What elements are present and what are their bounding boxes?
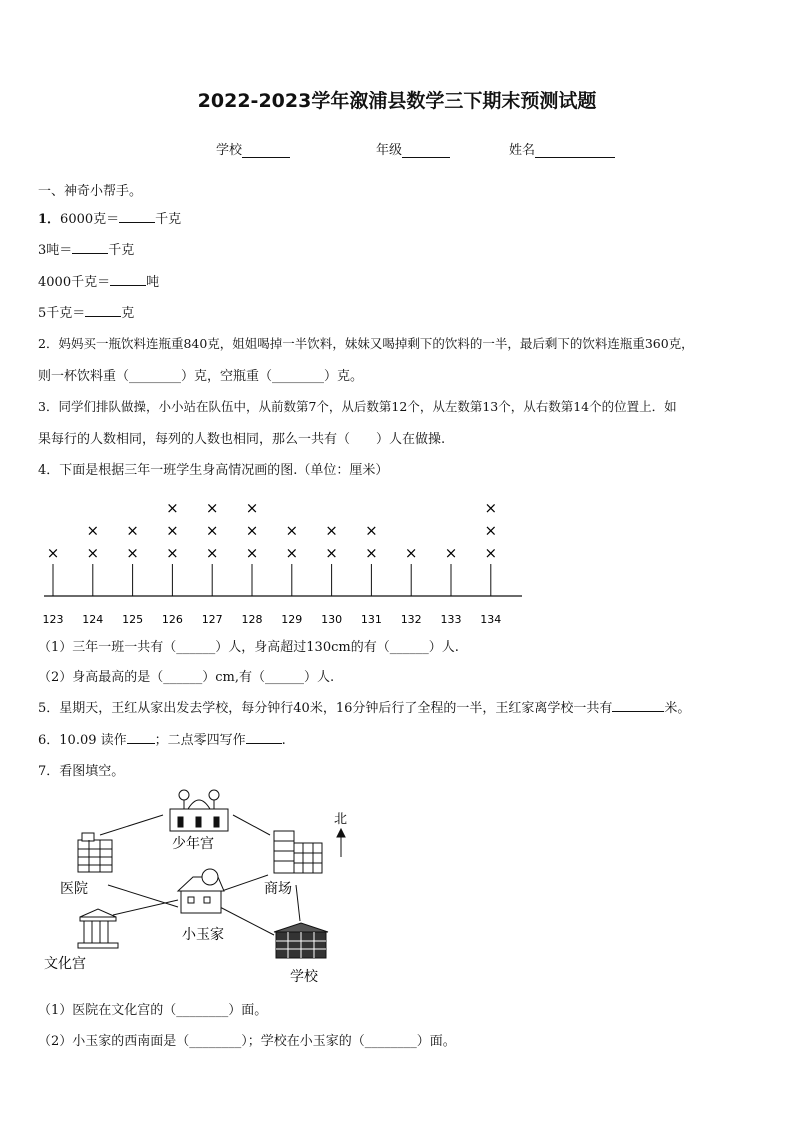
school-icon (274, 923, 328, 958)
data-mark: × (86, 544, 100, 562)
data-mark: × (365, 521, 378, 540)
q1-b-text: 3吨＝ (38, 243, 73, 258)
name-blank[interactable] (535, 143, 615, 158)
road-home-school (216, 905, 274, 935)
q1-b-blank[interactable] (72, 240, 108, 254)
tick-label: 128 (241, 613, 263, 626)
q4-sub1: （1）三年一班一共有（______）人，身高超过130cm的有（______）人. (38, 640, 459, 655)
data-mark: × (444, 544, 458, 562)
tick-label: 134 (480, 613, 502, 626)
data-mark: × (205, 544, 219, 562)
data-mark: × (325, 521, 338, 540)
data-mark: × (245, 499, 259, 517)
q1-d-blank[interactable] (85, 303, 121, 317)
page-title: 2022-2023学年溆浦县数学三下期末预测试题 (197, 90, 597, 112)
data-mark: × (245, 544, 259, 562)
school-blank[interactable] (242, 143, 290, 158)
road-mall-school (296, 885, 300, 921)
grade-label: 年级 (376, 143, 403, 158)
q5-blank[interactable] (612, 698, 664, 712)
tick-label: 126 (161, 613, 183, 626)
grade-field (376, 139, 450, 158)
q7-text: 7．看图填空。 (38, 764, 125, 779)
tick-label: 129 (281, 613, 303, 626)
culture-label: 文化宫 (44, 956, 86, 972)
q3-line1: 3．同学们排队做操，小小站在队伍中，从前数第7个，从后数第12个，从左数第13个，从右数第14个的位置上．如 (38, 399, 677, 414)
mall-icon (274, 831, 322, 873)
data-mark: × (46, 544, 60, 562)
q2-line1: 2．妈妈买一瓶饮料连瓶重840克，姐姐喝掉一半饮料，妹妹又喝掉剩下的饮料的一半，最后剩下的饮料连瓶重360克， (38, 336, 694, 351)
house-icon (178, 869, 224, 913)
q7-sub1: （1）医院在文化宫的（________）面。 (38, 1003, 268, 1018)
hospital-icon (78, 833, 112, 872)
tick-label: 124 (82, 613, 104, 626)
tick-label: 123 (42, 613, 64, 626)
q4-text: 4．下面是根据三年一班学生身高情况画的图.（单位：厘米） (38, 463, 389, 478)
data-mark: × (126, 521, 139, 540)
tick-label: 132 (400, 613, 422, 626)
data-mark: × (365, 544, 378, 562)
road-culture-home (113, 900, 178, 915)
data-mark: × (166, 499, 179, 517)
q6-post: . (281, 733, 286, 748)
road-palace-mall (233, 815, 270, 835)
q2-line2: 则一杯饮料重（________）克，空瓶重（________）克。 (38, 369, 364, 384)
location-map (38, 785, 368, 990)
palace-label: 少年宫 (172, 836, 214, 852)
data-mark: × (484, 521, 498, 540)
q5-text: 5．星期天，王红从家出发去学校，每分钟行40米，16分钟后行了全程的一半，王红家离学校一共有 (38, 701, 613, 716)
q1-c-unit: 吨 (146, 275, 160, 290)
q6-mid: ；二点零四写作 (154, 733, 246, 748)
q6-pre: 6．10.09 读作 (38, 733, 127, 748)
q1-b (38, 239, 134, 258)
q1-a-unit: 千克 (155, 212, 182, 227)
data-mark: × (484, 544, 498, 562)
q1-c (38, 271, 159, 290)
q1-b-unit: 千克 (108, 243, 135, 258)
tick-label: 127 (201, 613, 223, 626)
data-mark: × (126, 544, 139, 562)
road-hospital-palace (100, 815, 163, 835)
q1-c-blank[interactable] (110, 272, 146, 286)
data-mark: × (285, 521, 299, 540)
q1-a-blank[interactable] (119, 209, 155, 223)
data-mark: × (166, 521, 179, 540)
road-hospital-home (108, 885, 178, 907)
north-label: 北 (334, 812, 348, 827)
q6 (38, 729, 286, 748)
q1-number: 1． (38, 212, 61, 227)
tick-label: 125 (122, 613, 144, 626)
q1-d-text: 5千克＝ (38, 306, 86, 321)
q7-sub2: （2）小玉家的西南面是（________）；学校在小玉家的（________）面。 (38, 1034, 456, 1049)
q4-sub2: （2）身高最高的是（______）cm,有（______）人. (38, 670, 335, 685)
name-label: 姓名 (509, 143, 536, 158)
q5-unit: 米。 (664, 701, 691, 716)
data-mark: × (86, 521, 100, 540)
data-mark: × (166, 544, 179, 562)
height-line-plot (30, 488, 540, 630)
school-field (216, 139, 290, 158)
data-mark: × (484, 499, 498, 517)
data-mark: × (205, 521, 219, 540)
data-mark: × (325, 544, 338, 562)
north-arrow-icon (337, 829, 345, 857)
q1-a-text: 6000克＝ (60, 212, 120, 227)
data-mark: × (285, 544, 299, 562)
q3-line2: 果每行的人数相同，每列的人数也相同，那么一共有（ ）人在做操. (38, 432, 446, 447)
section-heading: 一、神奇小帮手。 (38, 184, 143, 199)
q5 (38, 697, 690, 716)
q1-a (38, 208, 181, 227)
hospital-label: 医院 (60, 881, 88, 897)
q1-d (38, 302, 134, 321)
data-mark: × (205, 499, 219, 517)
school-label: 学校 (290, 969, 318, 985)
data-mark: × (404, 544, 418, 562)
data-mark: × (245, 521, 259, 540)
mall-label: 商场 (264, 881, 292, 897)
q6-blank-2[interactable] (246, 730, 282, 744)
school-label: 学校 (216, 143, 243, 158)
q6-blank-1[interactable] (127, 730, 155, 744)
home-label: 小玉家 (182, 927, 224, 943)
tick-label: 133 (440, 613, 462, 626)
youth-palace-icon (170, 790, 228, 831)
q1-d-unit: 克 (121, 306, 135, 321)
culture-palace-icon (78, 909, 118, 948)
name-field (509, 139, 615, 158)
q1-c-text: 4000千克＝ (38, 275, 111, 290)
tick-label: 131 (360, 613, 382, 626)
tick-label: 130 (321, 613, 343, 626)
grade-blank[interactable] (402, 143, 450, 158)
